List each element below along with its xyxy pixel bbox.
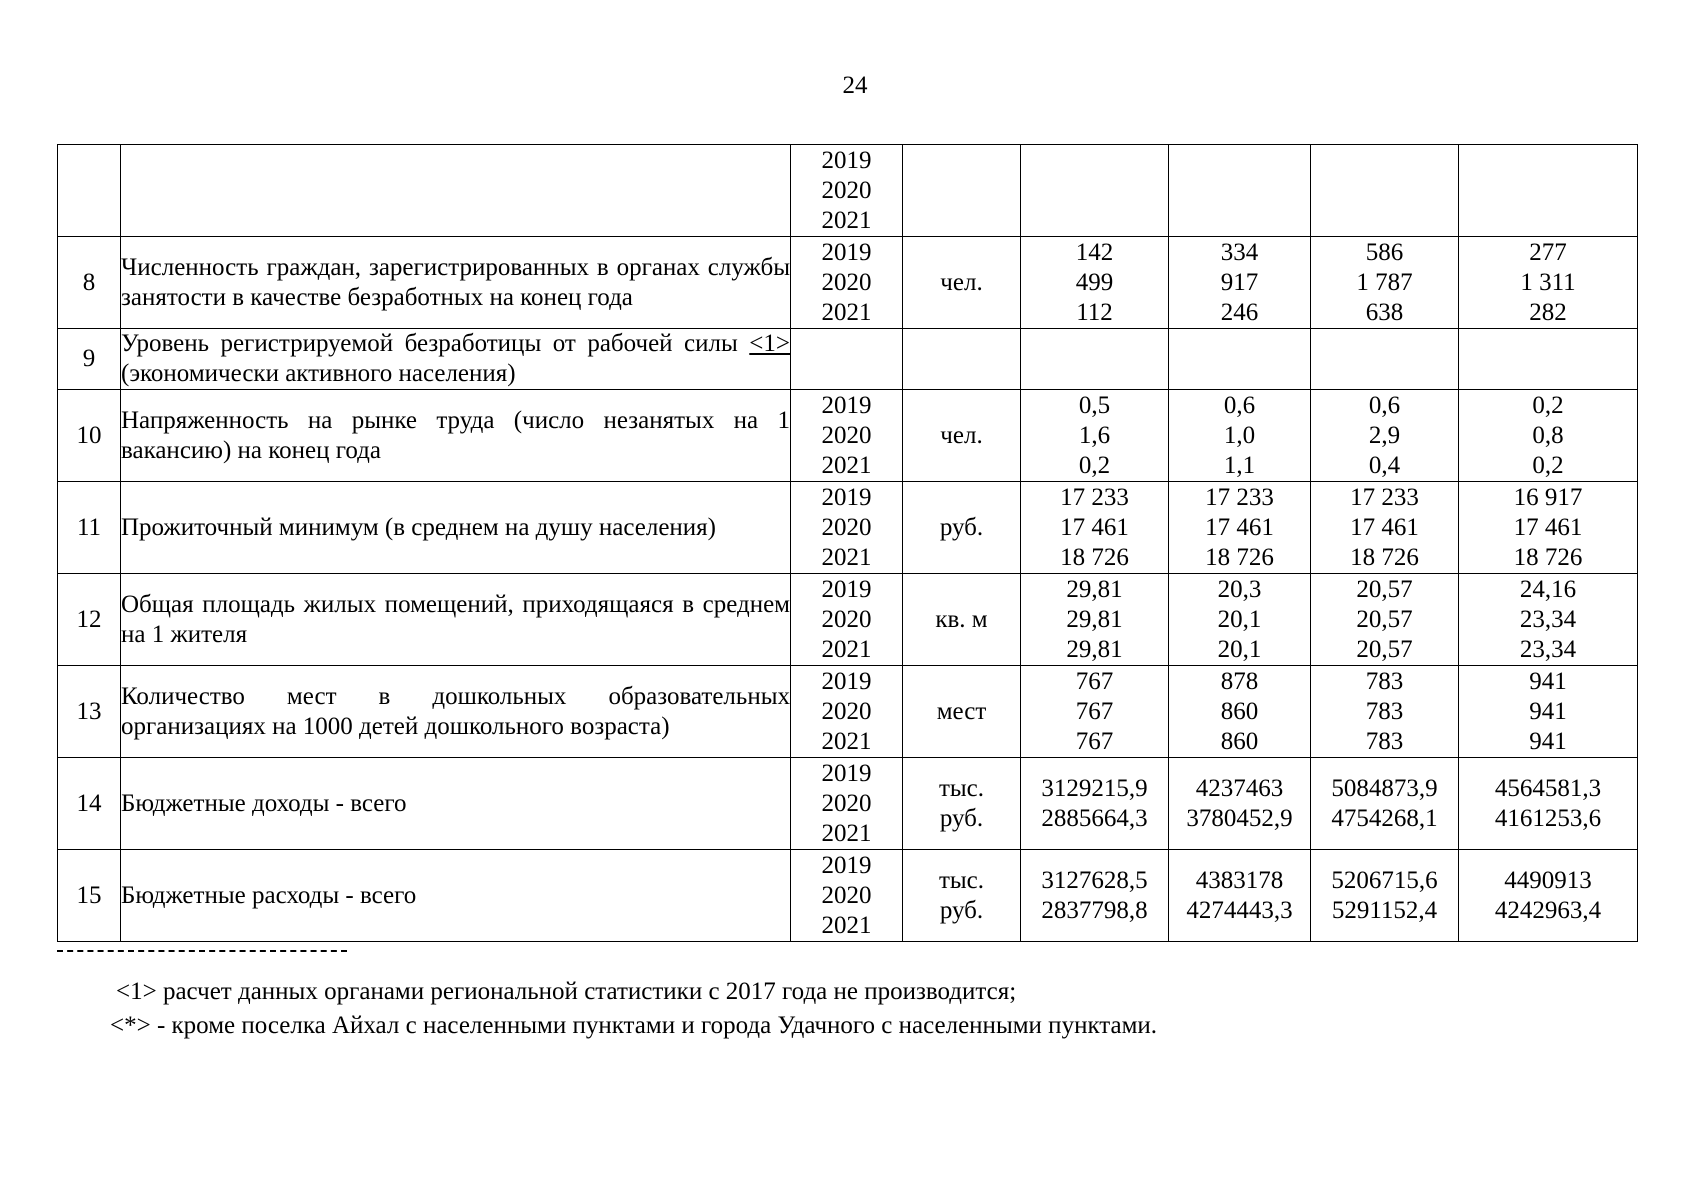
value: 638 — [1365, 298, 1404, 326]
value-cell — [1311, 329, 1459, 390]
value-cell — [1459, 482, 1638, 574]
value: 767 — [1075, 727, 1114, 755]
unit-cell: кв. м — [903, 574, 1021, 666]
value: 586 — [1365, 238, 1404, 266]
value: 0,2 — [1078, 451, 1111, 479]
value-cell — [1459, 329, 1638, 390]
year-label: 2021 — [821, 819, 872, 847]
unit-text: тыс. — [938, 774, 985, 802]
value-cell — [1311, 574, 1459, 666]
value-cell — [1311, 482, 1459, 574]
table-row-10 — [58, 390, 1638, 482]
value: 5206715,6 — [1331, 866, 1438, 894]
value: 2,9 — [1368, 421, 1401, 449]
value: 277 — [1529, 238, 1567, 266]
value: 17 233 — [1060, 483, 1129, 511]
indicator-name: Бюджетные расходы - всего — [121, 850, 791, 942]
value-cell — [1311, 850, 1459, 942]
value: 20,1 — [1217, 605, 1262, 633]
year-label: 2020 — [821, 268, 872, 296]
value: 142 — [1075, 238, 1114, 266]
year-label: 2020 — [821, 697, 872, 725]
value-cell — [1169, 850, 1311, 942]
value: 4237463 — [1195, 774, 1284, 802]
value-cell — [1021, 237, 1169, 329]
value: 941 — [1529, 667, 1567, 695]
year-label: 2021 — [821, 298, 872, 326]
value: 4564581,3 — [1494, 774, 1602, 802]
value: 767 — [1075, 667, 1114, 695]
value: 917 — [1220, 268, 1259, 296]
value-cell — [1021, 390, 1169, 482]
indicator-name: Общая площадь жилых помещений, приходящаяся в среднем на 1 жителя — [121, 574, 791, 666]
value-cell — [1459, 758, 1638, 850]
indicator-name: Бюджетные доходы - всего — [121, 758, 791, 850]
value: 783 — [1365, 667, 1404, 695]
indicator-name-text: (экономически активного населения) — [121, 360, 516, 387]
year-label: 2019 — [821, 667, 872, 695]
value: 1 311 — [1520, 268, 1576, 296]
year-label: 2021 — [821, 543, 872, 571]
row-number: 11 — [58, 482, 121, 574]
year-label: 2020 — [821, 421, 872, 449]
value: 112 — [1076, 298, 1113, 326]
unit-cell: руб. — [903, 482, 1021, 574]
year-label: 2019 — [821, 575, 872, 603]
value-cell — [1169, 390, 1311, 482]
value: 29,81 — [1066, 635, 1123, 663]
value-cell — [1169, 145, 1311, 237]
table-row-9 — [58, 329, 1638, 390]
value-cell — [1169, 666, 1311, 758]
table-row-8 — [58, 237, 1638, 329]
value-cell — [1311, 145, 1459, 237]
value: 767 — [1075, 697, 1114, 725]
table-row-continuation — [58, 145, 1638, 237]
value-cell — [1021, 329, 1169, 390]
value-cell — [1021, 574, 1169, 666]
row-number: 12 — [58, 574, 121, 666]
table-row-11 — [58, 482, 1638, 574]
value-cell — [1459, 145, 1638, 237]
indicator-name: Количество мест в дошкольных образовательных организациях на 1000 детей дошкольного возраста) — [121, 666, 791, 758]
row-number: 8 — [58, 237, 121, 329]
indicator-name: Численность граждан, зарегистрированных в органах службы занятости в качестве безработных на конец года — [121, 237, 791, 329]
year-label: 2019 — [821, 483, 872, 511]
value: 4383178 — [1195, 866, 1284, 894]
year-cell — [791, 237, 903, 329]
value: 23,34 — [1519, 605, 1577, 633]
value: 17 233 — [1350, 483, 1419, 511]
value-cell — [1311, 666, 1459, 758]
value: 5084873,9 — [1331, 774, 1438, 802]
indicator-name: Напряженность на рынке труда (число незанятых на 1 вакансию) на конец года — [121, 390, 791, 482]
value: 1,6 — [1078, 421, 1111, 449]
value: 860 — [1220, 697, 1259, 725]
value: 334 — [1220, 238, 1259, 266]
unit-text: руб. — [939, 804, 984, 832]
value: 4490913 — [1504, 866, 1592, 894]
value: 0,5 — [1078, 391, 1111, 419]
value: 23,34 — [1519, 635, 1577, 663]
value: 2885664,3 — [1041, 804, 1148, 832]
value: 0,2 — [1532, 451, 1564, 479]
value: 4274443,3 — [1186, 896, 1293, 924]
year-label: 2020 — [821, 513, 872, 541]
value: 17 461 — [1205, 513, 1274, 541]
row-number: 15 — [58, 850, 121, 942]
year-label: 2021 — [821, 451, 872, 479]
indicator-name: Прожиточный минимум (в среднем на душу населения) — [121, 482, 791, 574]
value-cell — [1021, 758, 1169, 850]
year-label: 2019 — [821, 759, 872, 787]
value-cell — [1459, 666, 1638, 758]
unit-cell — [903, 850, 1021, 942]
value: 282 — [1529, 298, 1567, 326]
unit-cell — [903, 145, 1021, 237]
page-number: 24 — [842, 72, 868, 99]
value: 18 726 — [1513, 543, 1583, 571]
value: 3780452,9 — [1186, 804, 1293, 832]
unit-text: руб. — [939, 896, 984, 924]
value: 0,8 — [1532, 421, 1564, 449]
footnote-1: <1> расчет данных органами региональной статистики с 2017 года не производится; — [116, 978, 1017, 1005]
year-label: 2021 — [821, 206, 872, 234]
value: 20,57 — [1356, 605, 1413, 633]
unit-cell — [903, 329, 1021, 390]
value-cell — [1169, 237, 1311, 329]
unit-text: тыс. — [938, 866, 985, 894]
footnote-ref-link[interactable]: <1> — [749, 330, 790, 357]
value: 4754268,1 — [1331, 804, 1438, 832]
value: 941 — [1529, 727, 1567, 755]
value: 20,3 — [1217, 575, 1262, 603]
unit-cell — [903, 758, 1021, 850]
year-cell — [791, 574, 903, 666]
value: 1,0 — [1223, 421, 1256, 449]
value: 1,1 — [1223, 451, 1256, 479]
footnote-divider — [57, 950, 347, 952]
value: 5291152,4 — [1331, 896, 1438, 924]
value-cell — [1021, 850, 1169, 942]
value: 17 461 — [1060, 513, 1129, 541]
value: 3127628,5 — [1041, 866, 1148, 894]
indicator-name — [121, 329, 791, 390]
table-row-14 — [58, 758, 1638, 850]
value: 2837798,8 — [1041, 896, 1148, 924]
value: 29,81 — [1066, 605, 1123, 633]
value: 20,1 — [1217, 635, 1262, 663]
indicator-name-text: Уровень регистрируемой безработицы от рабочей силы — [121, 330, 750, 357]
value: 246 — [1220, 298, 1259, 326]
table-row-12 — [58, 574, 1638, 666]
year-label: 2020 — [821, 605, 872, 633]
value: 4161253,6 — [1494, 804, 1602, 832]
year-label: 2021 — [821, 727, 872, 755]
value-cell — [1169, 758, 1311, 850]
year-label: 2019 — [821, 146, 872, 174]
value-cell — [1311, 237, 1459, 329]
year-cell — [791, 666, 903, 758]
value: 17 461 — [1513, 513, 1583, 541]
unit-cell: чел. — [903, 390, 1021, 482]
value: 0,6 — [1368, 391, 1401, 419]
value: 20,57 — [1356, 575, 1413, 603]
value-cell — [1021, 145, 1169, 237]
year-cell — [791, 145, 903, 237]
value-cell — [1311, 390, 1459, 482]
unit-cell: мест — [903, 666, 1021, 758]
year-cell — [791, 329, 903, 390]
value-cell — [1021, 482, 1169, 574]
row-number: 14 — [58, 758, 121, 850]
value: 499 — [1075, 268, 1114, 296]
value: 24,16 — [1519, 575, 1577, 603]
value: 941 — [1529, 697, 1567, 725]
value: 878 — [1220, 667, 1259, 695]
value: 0,6 — [1223, 391, 1256, 419]
value: 860 — [1220, 727, 1259, 755]
value-cell — [1311, 758, 1459, 850]
year-label: 2021 — [821, 911, 872, 939]
table-row-13 — [58, 666, 1638, 758]
value: 0,2 — [1532, 391, 1564, 419]
value: 29,81 — [1066, 575, 1123, 603]
year-cell — [791, 850, 903, 942]
value: 18 726 — [1350, 543, 1419, 571]
value: 3129215,9 — [1041, 774, 1148, 802]
table-row-15 — [58, 850, 1638, 942]
year-cell — [791, 482, 903, 574]
year-label: 2020 — [821, 176, 872, 204]
value: 783 — [1365, 697, 1404, 725]
value-cell — [1021, 666, 1169, 758]
value-cell — [1459, 850, 1638, 942]
value-cell — [1169, 329, 1311, 390]
value: 783 — [1365, 727, 1404, 755]
value: 17 461 — [1350, 513, 1419, 541]
indicators-table — [57, 144, 1638, 942]
value: 18 726 — [1205, 543, 1274, 571]
value-cell — [1169, 482, 1311, 574]
value: 0,4 — [1368, 451, 1401, 479]
value: 17 233 — [1205, 483, 1274, 511]
value: 20,57 — [1356, 635, 1413, 663]
value-cell — [1459, 574, 1638, 666]
year-cell — [791, 390, 903, 482]
indicator-name — [121, 145, 791, 237]
unit-cell: чел. — [903, 237, 1021, 329]
year-cell — [791, 758, 903, 850]
year-label: 2019 — [821, 391, 872, 419]
value-cell — [1169, 574, 1311, 666]
value-cell — [1459, 390, 1638, 482]
row-number: 10 — [58, 390, 121, 482]
value: 18 726 — [1060, 543, 1129, 571]
row-number — [58, 145, 121, 237]
value: 4242963,4 — [1494, 896, 1602, 924]
value: 16 917 — [1513, 483, 1583, 511]
row-number: 9 — [58, 329, 121, 390]
year-label: 2020 — [821, 789, 872, 817]
value-cell — [1459, 237, 1638, 329]
row-number: 13 — [58, 666, 121, 758]
year-label: 2019 — [821, 238, 872, 266]
footnote-2: <*> - кроме поселка Айхал с населенными пунктами и города Удачного с населенными пунктами. — [110, 1012, 1158, 1039]
year-label: 2020 — [821, 881, 872, 909]
value: 1 787 — [1356, 268, 1413, 296]
year-label: 2021 — [821, 635, 872, 663]
year-label: 2019 — [821, 851, 872, 879]
